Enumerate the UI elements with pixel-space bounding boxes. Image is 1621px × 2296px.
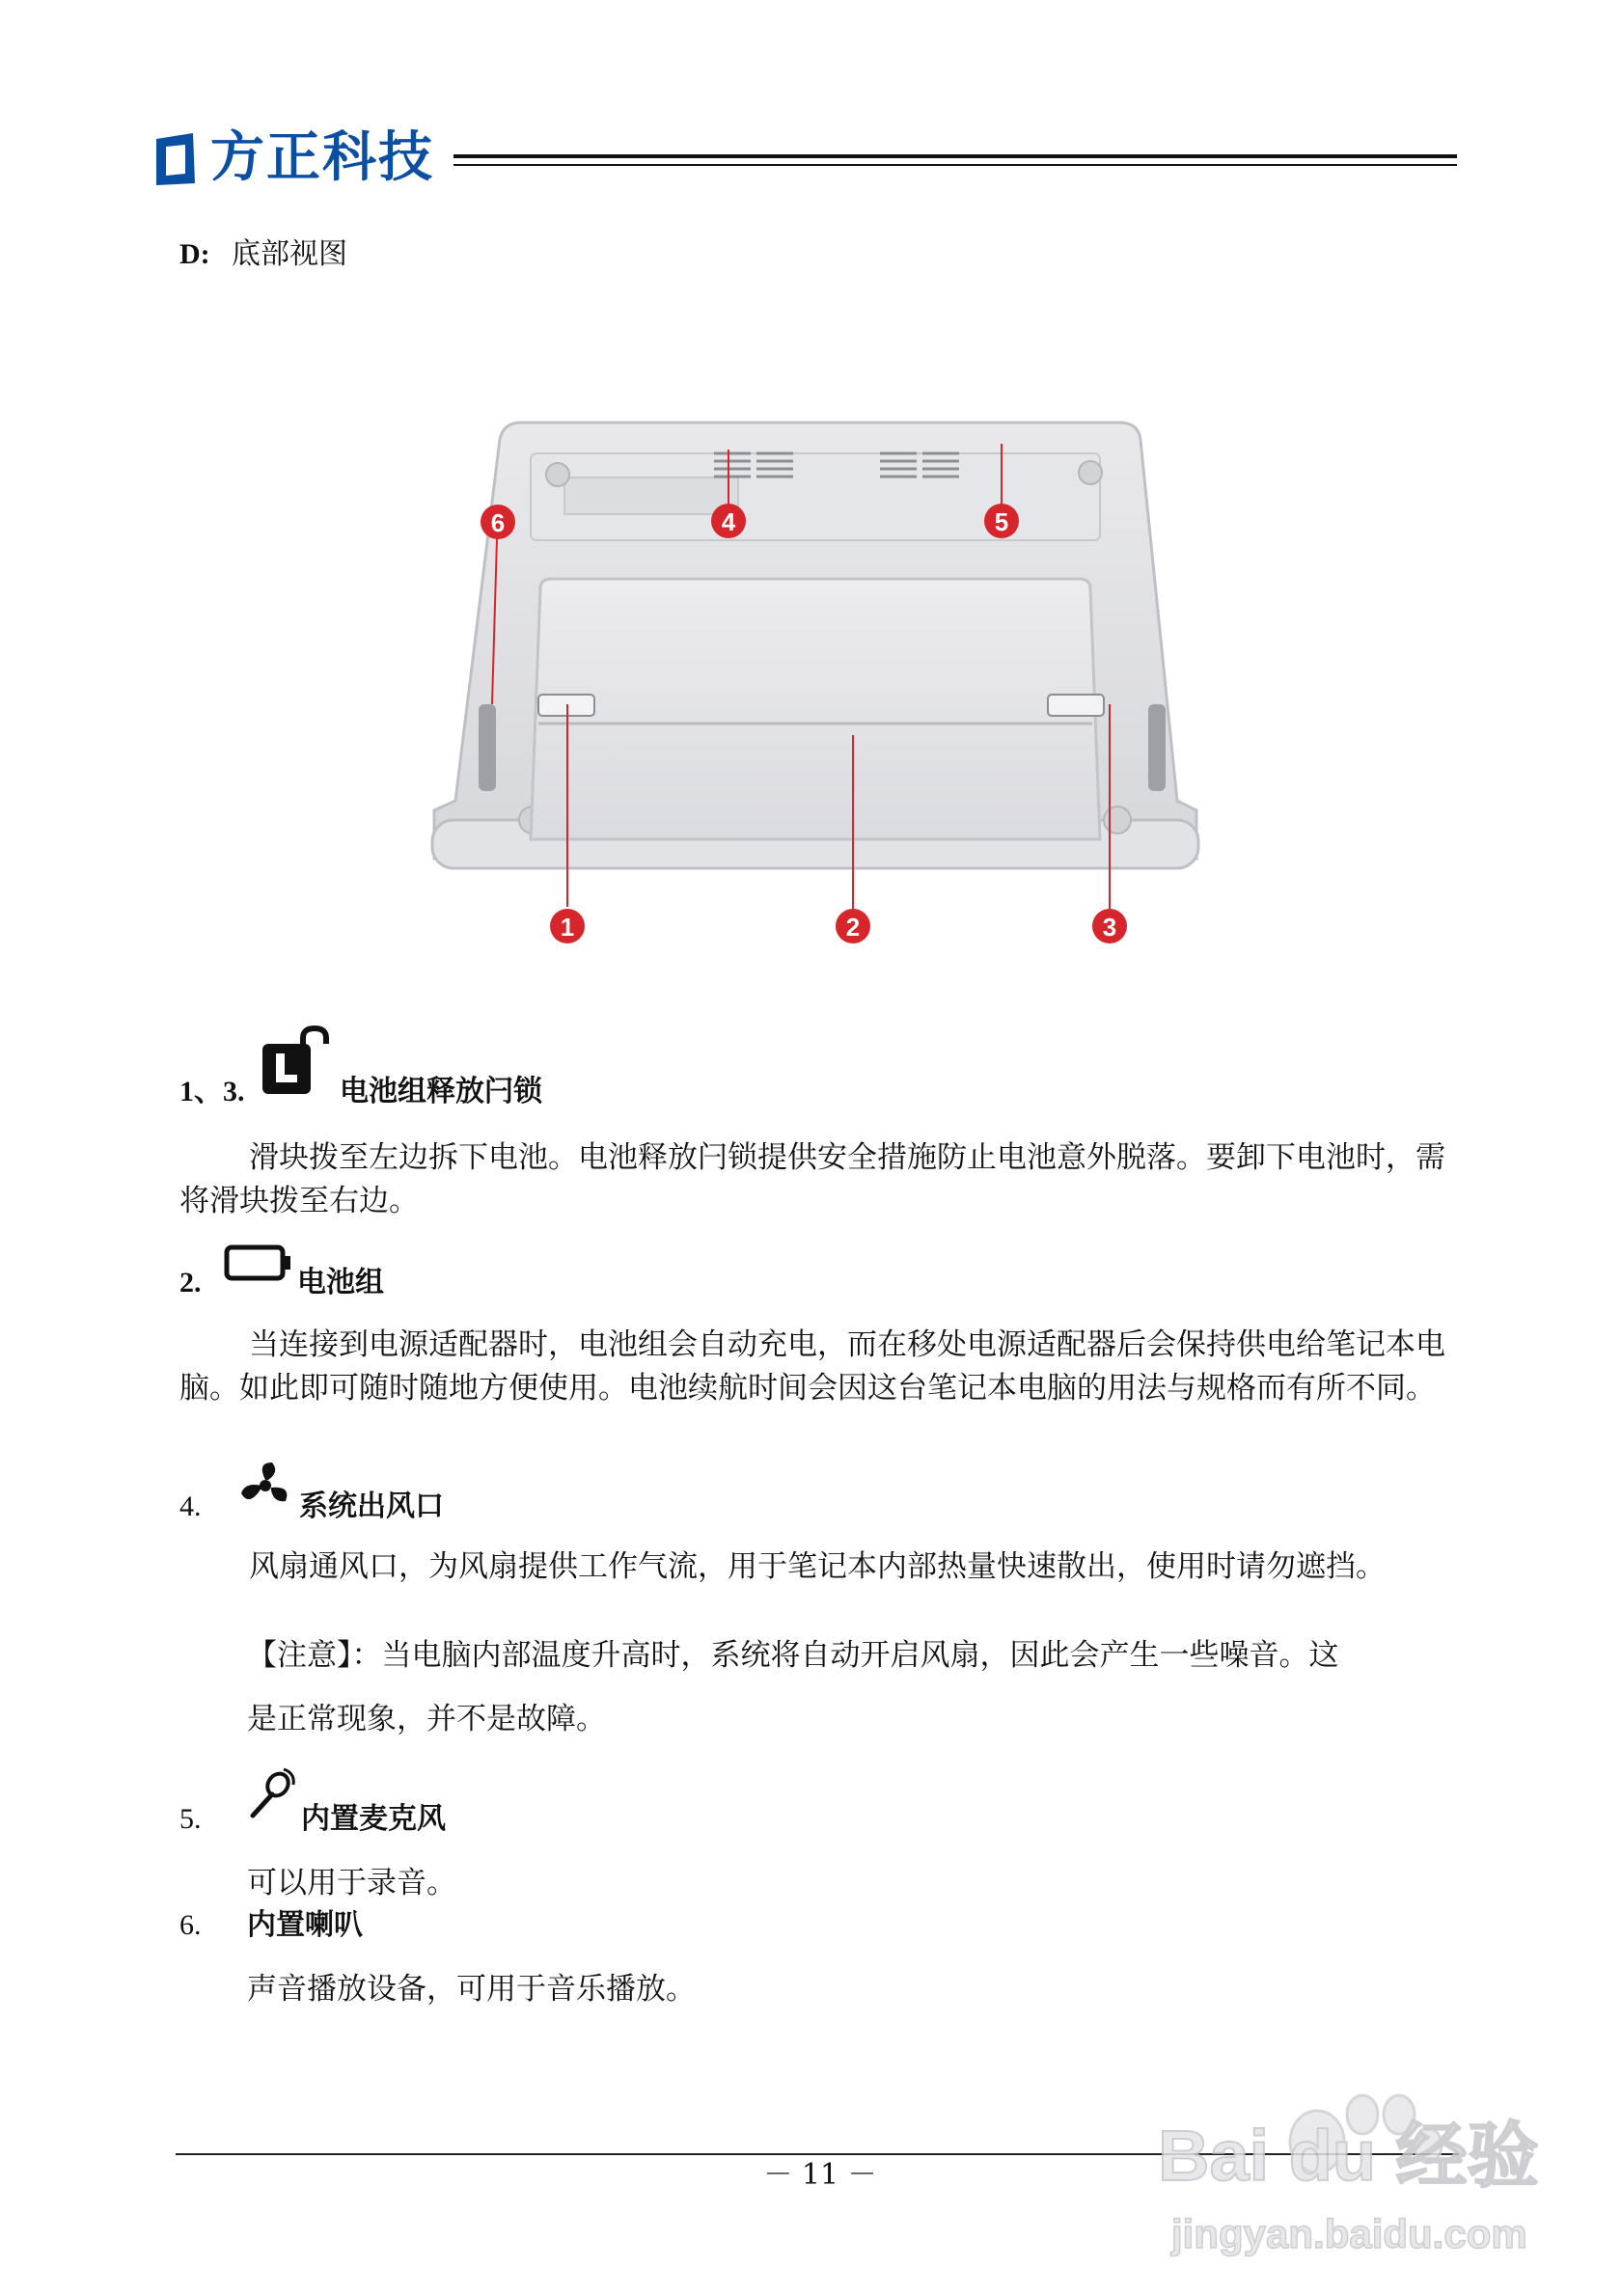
microphone-icon (243, 1767, 297, 1821)
note-line-2: 是正常现象，并不是故障。 (247, 1702, 606, 1736)
item-number: 5. (179, 1803, 202, 1835)
fan-icon (235, 1459, 295, 1513)
callout-1-label: 1 (560, 913, 575, 942)
item-number: 6. (179, 1909, 202, 1941)
item-paragraph: 风扇通风口，为风扇提供工作气流，用于笔记本内部热量快速散出，使用时请勿遮挡。 (249, 1549, 1386, 1584)
item-title: 内置喇叭 (247, 1908, 363, 1942)
callout-2-label: 2 (845, 913, 861, 942)
item-title: 电池组释放闩锁 (340, 1075, 542, 1108)
item-paragraph: 声音播放设备，可用于音乐播放。 (247, 1972, 696, 2007)
item-number: 2. (179, 1267, 202, 1298)
item-title: 电池组 (297, 1266, 384, 1299)
callout-3-label: 3 (1102, 913, 1117, 942)
watermark-brand: Bai du 经验 (1158, 2116, 1539, 2196)
unlock-icon (261, 1025, 338, 1098)
baidu-watermark-logo-icon (1139, 2064, 1544, 2267)
item-title: 系统出风口 (299, 1490, 444, 1523)
item-title: 内置麦克风 (301, 1802, 446, 1836)
item-paragraph: 可以用于录音。 (247, 1866, 456, 1900)
item-number: 4. (179, 1490, 202, 1522)
battery-icon (224, 1244, 293, 1283)
callout-5-label: 5 (994, 507, 1009, 536)
item-number: 1、3. (179, 1076, 245, 1107)
battery-pack (531, 579, 1100, 839)
section-title: 底部视图 (232, 237, 347, 271)
brand-name: 方正科技 (210, 126, 434, 189)
header-rule (453, 154, 1457, 158)
callout-4-label: 4 (721, 507, 736, 536)
note-line-1: 【注意】：当电脑内部温度升高时，系统将自动开启风扇，因此会产生一些噪音。这 (247, 1638, 1339, 1673)
callout-6-label: 6 (490, 508, 506, 537)
header-rule-thin (453, 164, 1457, 166)
section-letter: D: (179, 238, 210, 270)
watermark-url: jingyan.baidu.com (1171, 2211, 1527, 2256)
page-number: － 11 － (763, 2158, 877, 2192)
item-paragraph: 滑块拨至左边拆下电池。电池释放闩锁提供安全措施防止电池意外脱落。要卸下电池时，需将滑块拨至右边。 (179, 1140, 1445, 1218)
item-paragraph: 当连接到电源适配器时，电池组会自动充电，而在移处电源适配器后会保持供电给笔记本电脑。如此即可随时随地方便使用。电池续航时间会因这台笔记本电脑的用法与规格而有所不同。 (179, 1327, 1445, 1406)
laptop-bottom-figure (425, 299, 1245, 984)
